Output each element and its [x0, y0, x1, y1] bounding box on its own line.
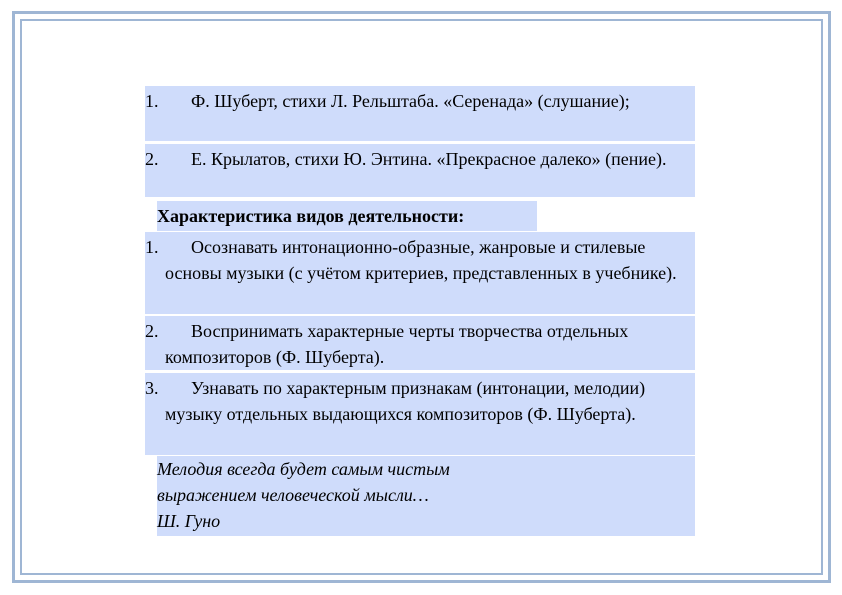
list-item-text: Ф. Шуберт, стихи Л. Рельштаба. «Серенада» (слушание); — [191, 91, 630, 111]
list-item — [145, 144, 695, 197]
list-number: 3. — [145, 378, 159, 398]
list-item — [145, 316, 695, 370]
quote-author: Ш. Гуно — [157, 511, 221, 531]
quote-line: выражением человеческой мысли… — [157, 485, 429, 505]
list-number: 1. — [145, 237, 159, 257]
list-item-text: Е. Крылатов, стихи Ю. Энтина. «Прекрасное далеко» (пение). — [191, 149, 667, 169]
list-item-text: Осознавать интонационно-образные, жанровые и стилевые основы музыки (с учётом критериев, представленных в учебнике). — [165, 237, 677, 283]
list-item — [145, 86, 695, 141]
list-item-text: Узнавать по характерным признакам (интонации, мелодии) музыку отдельных выдающихся композиторов (Ф. Шуберта). — [165, 378, 646, 424]
list-item-text: Воспринимать характерные черты творчества отдельных композиторов (Ф. Шуберта). — [165, 321, 629, 367]
list-item — [145, 232, 695, 314]
epigraph-quote — [157, 456, 695, 536]
quote-line: Мелодия всегда будет самым чистым — [157, 459, 450, 479]
list-number: 1. — [145, 91, 159, 111]
list-number: 2. — [145, 321, 159, 341]
list-number: 2. — [145, 149, 159, 169]
list-item — [145, 373, 695, 455]
section-heading: Характеристика видов деятельности: — [157, 201, 537, 231]
